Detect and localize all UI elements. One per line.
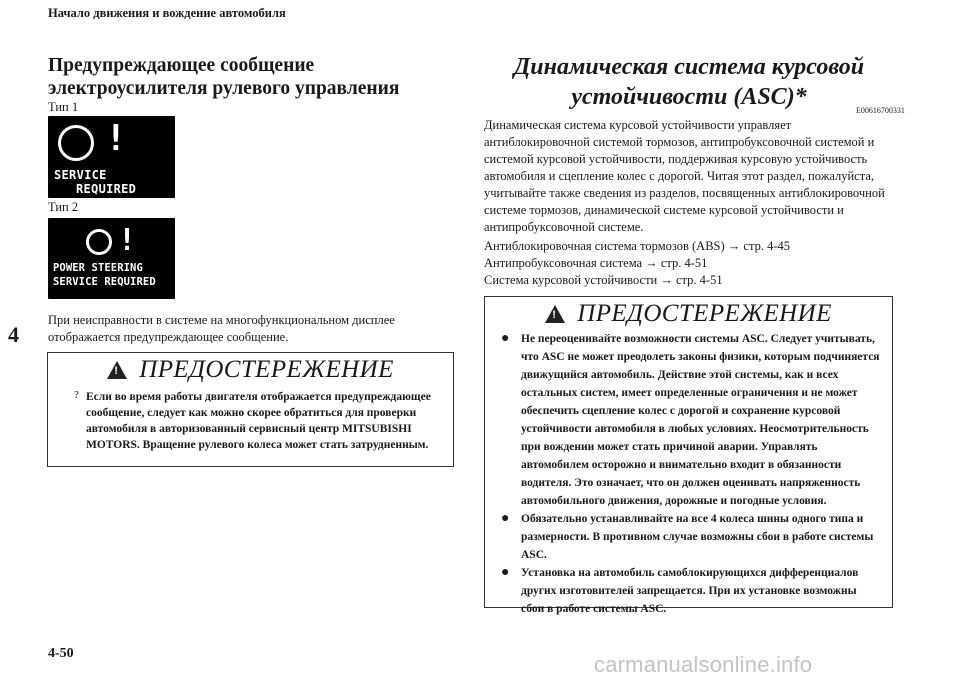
bullet-icon: ● (501, 511, 510, 526)
warning-heading-text: ПРЕДОСТЕРЕЖЕНИЕ (577, 300, 832, 327)
warning-item-text: Установка на автомобиль самоблокирующихся дифференциалов других изготовителей запрещается. При их установке возможны сбои в работе системы ASC. (521, 567, 859, 615)
title-line: Предупреждающее сообщение (48, 55, 315, 76)
display-text-line: POWER STEERING (53, 262, 143, 274)
bullet-icon: ● (501, 331, 510, 346)
section-code: E00616700331 (856, 106, 905, 115)
title-line: Динамическая система курсовой (513, 54, 865, 80)
warning-list (497, 330, 882, 618)
warning-box-left (47, 352, 454, 467)
exclamation-icon: ! (105, 118, 127, 159)
warning-marker: ? (74, 389, 79, 401)
title-line: электроусилителя рулевого управления (48, 78, 400, 99)
watermark: carmanualsonline.info (594, 652, 813, 677)
warning-item-text: Не переоценивайте возможности системы ASC. Следует учитывать, что ASC не может преодолеть законы физики, которым подчиняется движущийся автомобиль. Действие этой системы, как и всех остальных систем, имеет определенные ограничения и не может обеспечить сцепление колес с дорогой и сохранение курсовой устойчивости автомобиля в любых условиях. Неосмотрительность при вождении может стать причиной аварии. Управлять автомобилем осторожно и внимательно входит в обязанности водителя. Это означает, что он должен оценивать напряженность автомобильного движения, дорожные и погодные условия. (521, 333, 880, 507)
cross-reference-link[interactable]: Антипробуксовочная система → стр. 4-51 (484, 256, 708, 270)
title-line: устойчивости (ASC)* (571, 84, 807, 110)
chapter-tab: 4 (8, 322, 19, 347)
steering-wheel-icon (58, 125, 94, 161)
warning-box-right (484, 296, 893, 615)
right-paragraph: Динамическая система курсовой устойчивости управляет антиблокировочной системой тормозов, антипробуксовочной системой и системой курсовой устойчивости, поддерживая курсовую устойчивость автомобиля и сцепление колес с дорогой. Читая этот раздел, пожалуйста, учитывайте также сведения из разделов, посвященных антиблокировочной системе тормозов, динамической системе курсовой устойчивости и антипробуксовочной системе. (484, 118, 885, 234)
running-header: Начало движения и вождение автомобиля (48, 6, 286, 20)
section-title-asc (484, 52, 894, 112)
type2-label: Тип 2 (48, 200, 79, 214)
display-text-line: REQUIRED (76, 182, 137, 196)
steering-wheel-icon (86, 229, 112, 255)
cross-reference-link[interactable]: Антиблокировочная система тормозов (ABS) → стр. 4-45 (484, 239, 790, 253)
warning-text: Если во время работы двигателя отображается предупреждающее сообщение, следует как можно скорее обратиться для проверки автомобиля в авторизованный сервисный центр MITSUBISHI MOTORS. Вращение рулевого колеса может стать затрудненным. (86, 391, 431, 451)
warning-item (497, 510, 882, 564)
warning-heading (485, 297, 892, 331)
warning-item-text: Обязательно устанавливайте на все 4 колеса шины одного типа и размерности. В противном случае возможны сбои в работе системы ASC. (521, 513, 874, 561)
left-paragraph: При неисправности в системе на многофункциональном дисплее отображается предупреждающее сообщение. (48, 313, 395, 344)
page-number: 4-50 (48, 646, 74, 661)
warning-item (497, 330, 882, 510)
cross-references (484, 238, 894, 289)
display-type2-image (48, 218, 175, 299)
display-type1-image (48, 116, 175, 198)
exclamation-icon: ! (118, 223, 137, 258)
warning-triangle-icon (545, 305, 565, 323)
warning-item (497, 564, 882, 618)
bullet-icon: ● (501, 565, 510, 580)
display-text-line: SERVICE (54, 168, 107, 182)
warning-heading (48, 353, 453, 387)
display-text-line: SERVICE REQUIRED (53, 276, 156, 288)
section-title-power-steering (48, 54, 448, 100)
type1-label: Тип 1 (48, 100, 79, 114)
warning-heading-text: ПРЕДОСТЕРЕЖЕНИЕ (139, 356, 394, 383)
warning-triangle-icon (107, 361, 127, 379)
cross-reference-link[interactable]: Система курсовой устойчивости → стр. 4-51 (484, 273, 723, 287)
